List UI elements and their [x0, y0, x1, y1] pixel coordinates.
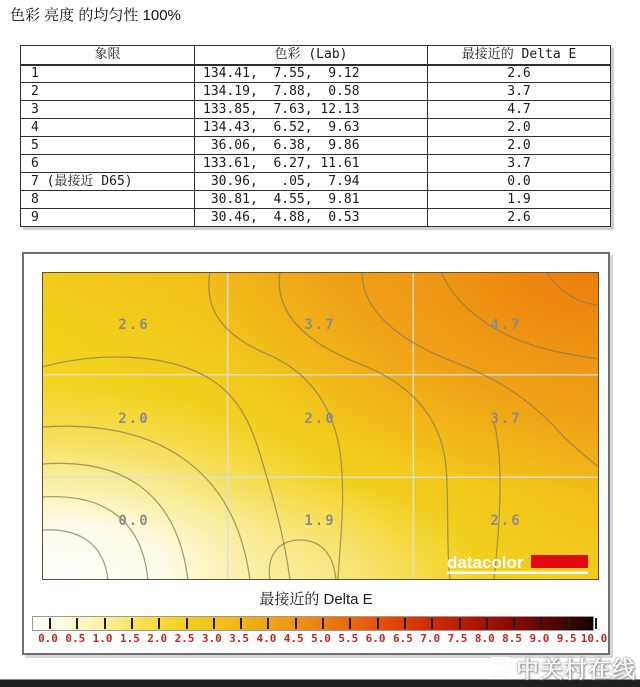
- scale-tick-label: 4.0: [256, 632, 277, 645]
- cell-quadrant: 1: [21, 65, 195, 83]
- scale-tick-label: 1.5: [119, 632, 140, 645]
- table-row: [21, 209, 611, 227]
- cell-lab: 133.61, 6.27, 11.61: [195, 155, 428, 173]
- scale-tick: [459, 618, 461, 629]
- scale-tick: [540, 618, 542, 629]
- scale-tick: [267, 618, 269, 629]
- cell-quadrant: 4: [21, 119, 195, 137]
- scale-tick-label: 5.5: [338, 632, 359, 645]
- zol-logo-icon: [487, 656, 514, 680]
- scale-tick-label: 10.0: [580, 632, 608, 645]
- scale-tick-label: 9.0: [529, 632, 550, 645]
- cell-quadrant: 2: [21, 83, 195, 101]
- scale-tick-label: 3.5: [229, 632, 250, 645]
- scale-tick: [513, 618, 515, 629]
- cell-lab: 30.96, .05, 7.94: [195, 173, 428, 191]
- scale-tick: [186, 618, 188, 629]
- cell-lab: 134.19, 7.88, 0.58: [195, 83, 428, 101]
- cell-delta-e: 4.7: [428, 101, 611, 119]
- cell-quadrant: 5: [21, 137, 195, 155]
- scale-tick-label: 6.0: [365, 632, 386, 645]
- table-body: [21, 65, 611, 227]
- scale-tick: [431, 618, 433, 629]
- page-title: 色彩 亮度 的均匀性 100%: [10, 7, 181, 24]
- table-row: [21, 101, 611, 119]
- datacolor-logo-text: datacolor: [447, 553, 524, 572]
- delta-e-contour-plot: [42, 272, 599, 580]
- cell-delta-e: 0.0: [428, 173, 611, 191]
- watermark-text: 中关村在线: [516, 656, 636, 682]
- scale-tick-label: 0.0: [38, 632, 58, 645]
- scale-tick: [158, 618, 160, 629]
- scale-tick-label: 6.5: [392, 632, 413, 645]
- cell-lab: 133.85, 7.63, 12.13: [195, 101, 428, 119]
- cell-label-1: 2.6: [118, 317, 150, 333]
- cell-quadrant: 3: [21, 101, 195, 119]
- scale-tick-label: 0.5: [65, 632, 86, 645]
- scale-tick-label: 8.5: [502, 632, 523, 645]
- scale-tick: [104, 618, 106, 629]
- scale-tick-label: 1.0: [92, 632, 113, 645]
- cell-quadrant: 8: [21, 191, 195, 209]
- scale-tick: [486, 618, 488, 629]
- datacolor-logo-underline: [447, 572, 588, 575]
- scale-tick: [349, 618, 351, 629]
- uniformity-chart-panel: [22, 252, 610, 655]
- scale-tick: [404, 618, 406, 629]
- cell-quadrant: 7 (最接近 D65): [21, 173, 195, 191]
- scale-tick: [568, 618, 570, 629]
- cell-label-4: 2.0: [118, 411, 150, 427]
- cell-lab: 134.41, 7.55, 9.12: [195, 65, 428, 83]
- table-row: [21, 191, 611, 209]
- cell-label-9: 2.6: [490, 513, 522, 529]
- table-row: [21, 65, 611, 83]
- header-quadrant: 象限: [21, 46, 195, 65]
- datacolor-logo-red-bar: [531, 555, 588, 568]
- table-row: [21, 137, 611, 155]
- watermark: [487, 651, 636, 684]
- cell-label-3: 4.7: [490, 317, 522, 333]
- chart-caption: 最接近的 Delta E: [259, 591, 373, 608]
- scale-tick: [76, 618, 78, 629]
- cell-lab: 134.43, 6.52, 9.63: [195, 119, 428, 137]
- cell-label-5: 2.0: [304, 411, 336, 427]
- scale-tick-label: 3.0: [201, 632, 222, 645]
- scale-tick: [377, 618, 379, 629]
- cell-lab: 36.06, 6.38, 9.86: [195, 137, 428, 155]
- cell-label-6: 3.7: [490, 411, 522, 427]
- scale-tick: [213, 618, 215, 629]
- cell-label-2: 3.7: [304, 317, 336, 333]
- scale-tick-label: 7.0: [420, 632, 441, 645]
- table-row: [21, 83, 611, 101]
- scale-tick: [49, 618, 51, 629]
- scale-tick-label: 4.5: [283, 632, 304, 645]
- scale-tick: [322, 618, 324, 629]
- scale-tick-label: 2.0: [147, 632, 168, 645]
- scale-labels: [32, 632, 608, 646]
- table-row: [21, 155, 611, 173]
- cell-delta-e: 3.7: [428, 155, 611, 173]
- cell-quadrant: 9: [21, 209, 195, 227]
- table-row: [21, 173, 611, 191]
- cell-delta-e: 2.6: [428, 65, 611, 83]
- scale-tick-label: 5.0: [311, 632, 331, 645]
- header-lab: 色彩 (Lab): [195, 46, 428, 65]
- scale-tick: [240, 618, 242, 629]
- scale-bar: [32, 616, 594, 631]
- scale-tick-label: 8.0: [474, 632, 495, 645]
- table-header-row: [21, 46, 611, 65]
- header-delta-e: 最接近的 Delta E: [428, 46, 611, 65]
- scale-tick: [595, 618, 597, 629]
- scale-tick-label: 2.5: [174, 632, 195, 645]
- contour-plot-svg: [42, 272, 599, 580]
- cell-delta-e: 3.7: [428, 83, 611, 101]
- scale-tick-label: 7.5: [447, 632, 468, 645]
- scale-tick: [131, 618, 133, 629]
- scale-tick: [295, 618, 297, 629]
- cell-quadrant: 6: [21, 155, 195, 173]
- table-row: [21, 119, 611, 137]
- cell-lab: 30.81, 4.55, 9.81: [195, 191, 428, 209]
- cell-delta-e: 2.0: [428, 119, 611, 137]
- cell-delta-e: 1.9: [428, 191, 611, 209]
- scale-tick-label: 9.5: [556, 632, 577, 645]
- cell-label-7: 0.0: [118, 513, 150, 529]
- cell-delta-e: 2.6: [428, 209, 611, 227]
- uniformity-table: [20, 45, 611, 227]
- cell-label-8: 1.9: [304, 513, 336, 529]
- cell-delta-e: 2.0: [428, 137, 611, 155]
- cell-lab: 30.46, 4.88, 0.53: [195, 209, 428, 227]
